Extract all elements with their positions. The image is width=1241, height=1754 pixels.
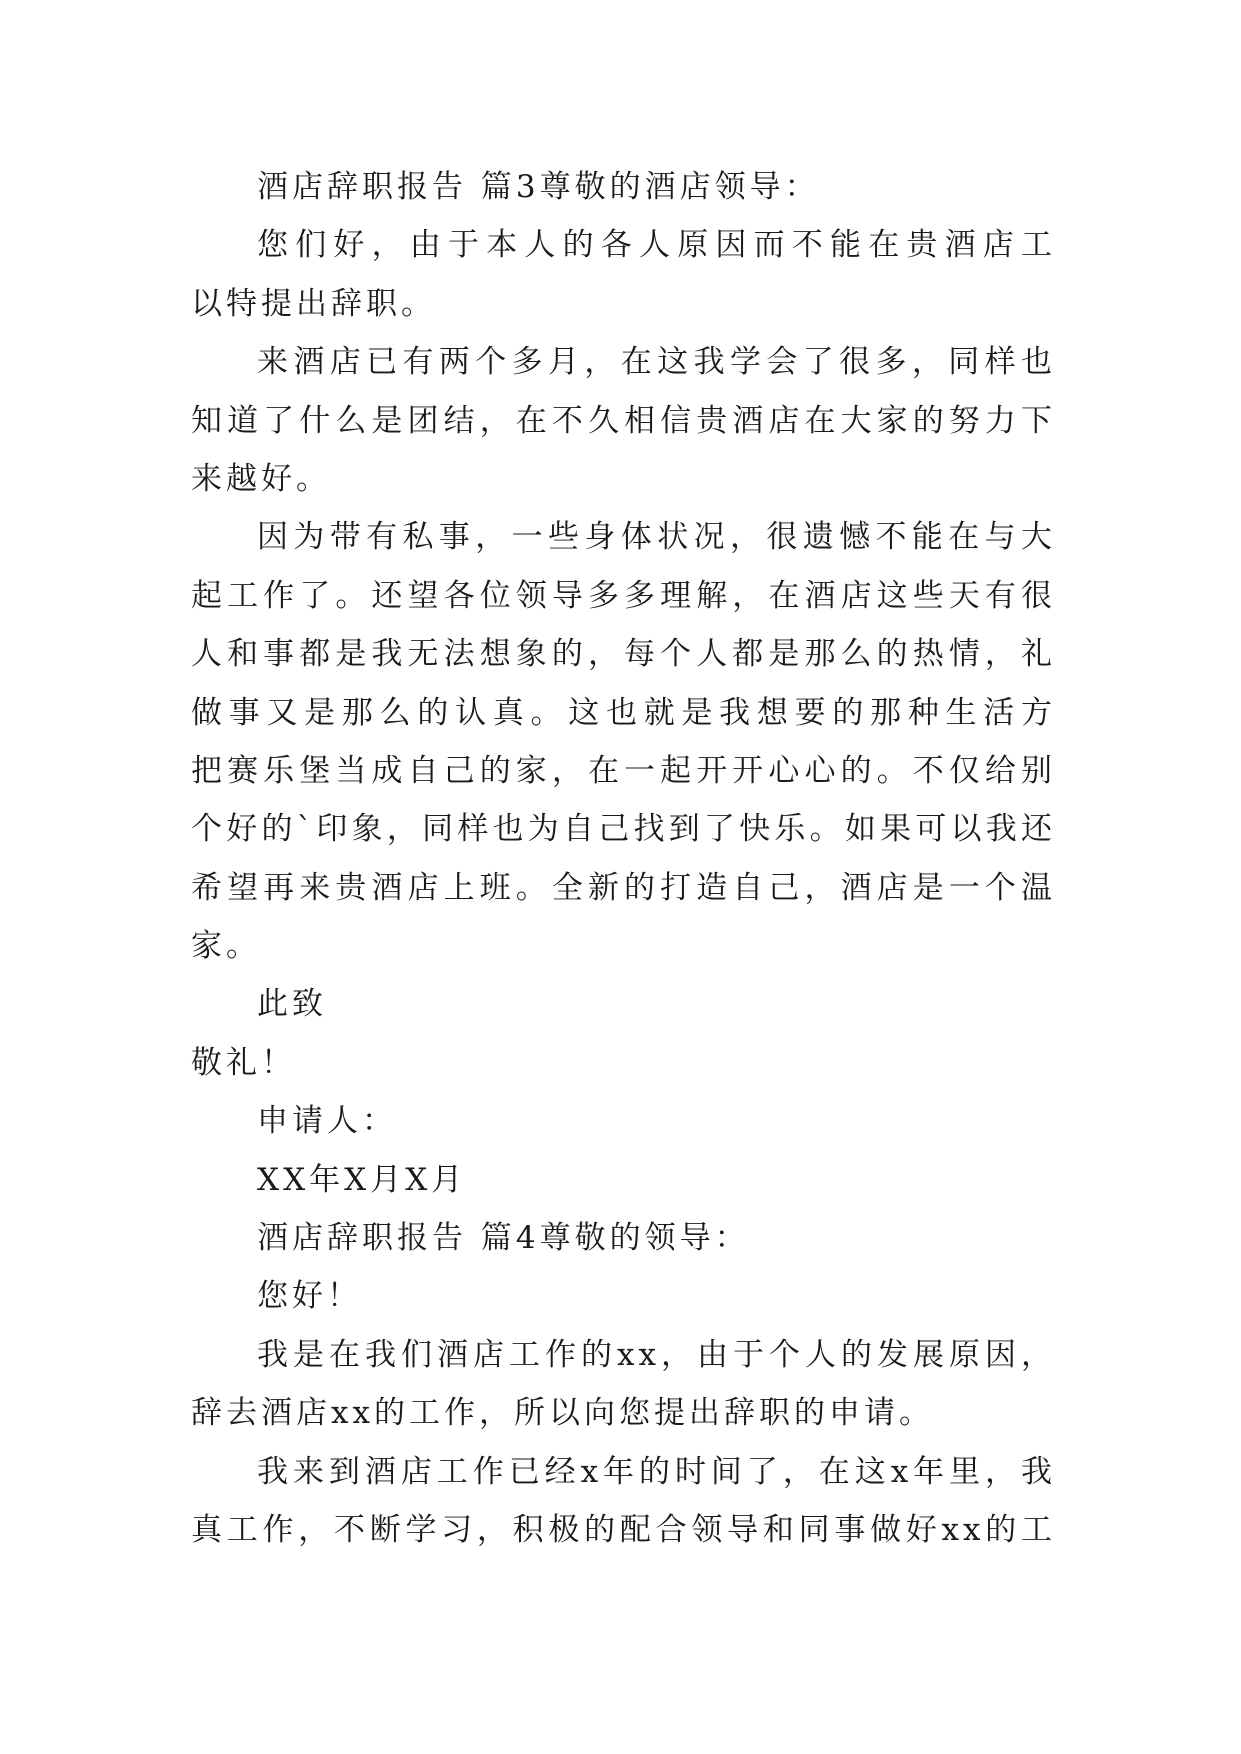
text-line: 我来到酒店工作已经x年的时间了，在这x年里，我 [257,1453,1056,1490]
text-line: 家。 [191,928,261,965]
text-line: 人和事都是我无法想象的，每个人都是那么的热情，礼 [191,636,1056,673]
text-line: 您们好，由于本人的各人原因而不能在贵酒店工 [257,227,1056,264]
text-line: 知道了什么是团结，在不久相信贵酒店在大家的努力下 [191,402,1056,439]
text-line: 申请人： [257,1103,397,1140]
text-line: 起工作了。还望各位领导多多理解，在酒店这些天有很 [191,577,1056,614]
text-line: 我是在我们酒店工作的xx，由于个人的发展原因， [257,1336,1056,1373]
text-line: 敬礼！ [191,1044,296,1081]
text-line: 真工作，不断学习，积极的配合领导和同事做好xx的工 [191,1511,1056,1548]
text-line: 个好的`印象，同样也为自己找到了快乐。如果可以我还 [191,811,1056,848]
text-line: XX年X月X月 [257,1161,467,1198]
text-line: 酒店辞职报告 篇3尊敬的酒店领导： [257,169,820,205]
text-line: 辞去酒店xx的工作，所以向您提出辞职的申请。 [191,1395,934,1432]
text-line: 此致 [257,986,327,1023]
document-body [191,158,1056,1559]
text-line: 以特提出辞职。 [191,285,436,322]
text-line: 酒店辞职报告 篇4尊敬的领导： [257,1220,750,1257]
text-line: 因为带有私事，一些身体状况，很遗憾不能在与大 [257,519,1056,556]
text-line: 做事又是那么的认真。这也就是我想要的那种生活方 [191,694,1056,731]
text-line: 来越好。 [191,460,331,497]
text-line: 把赛乐堡当成自己的家，在一起开开心心的。不仅给别 [191,752,1056,789]
text-line: 来酒店已有两个多月，在这我学会了很多，同样也 [257,344,1056,381]
text-line: 希望再来贵酒店上班。全新的打造自己，酒店是一个温 [191,869,1056,906]
text-line: 您好！ [257,1278,362,1315]
